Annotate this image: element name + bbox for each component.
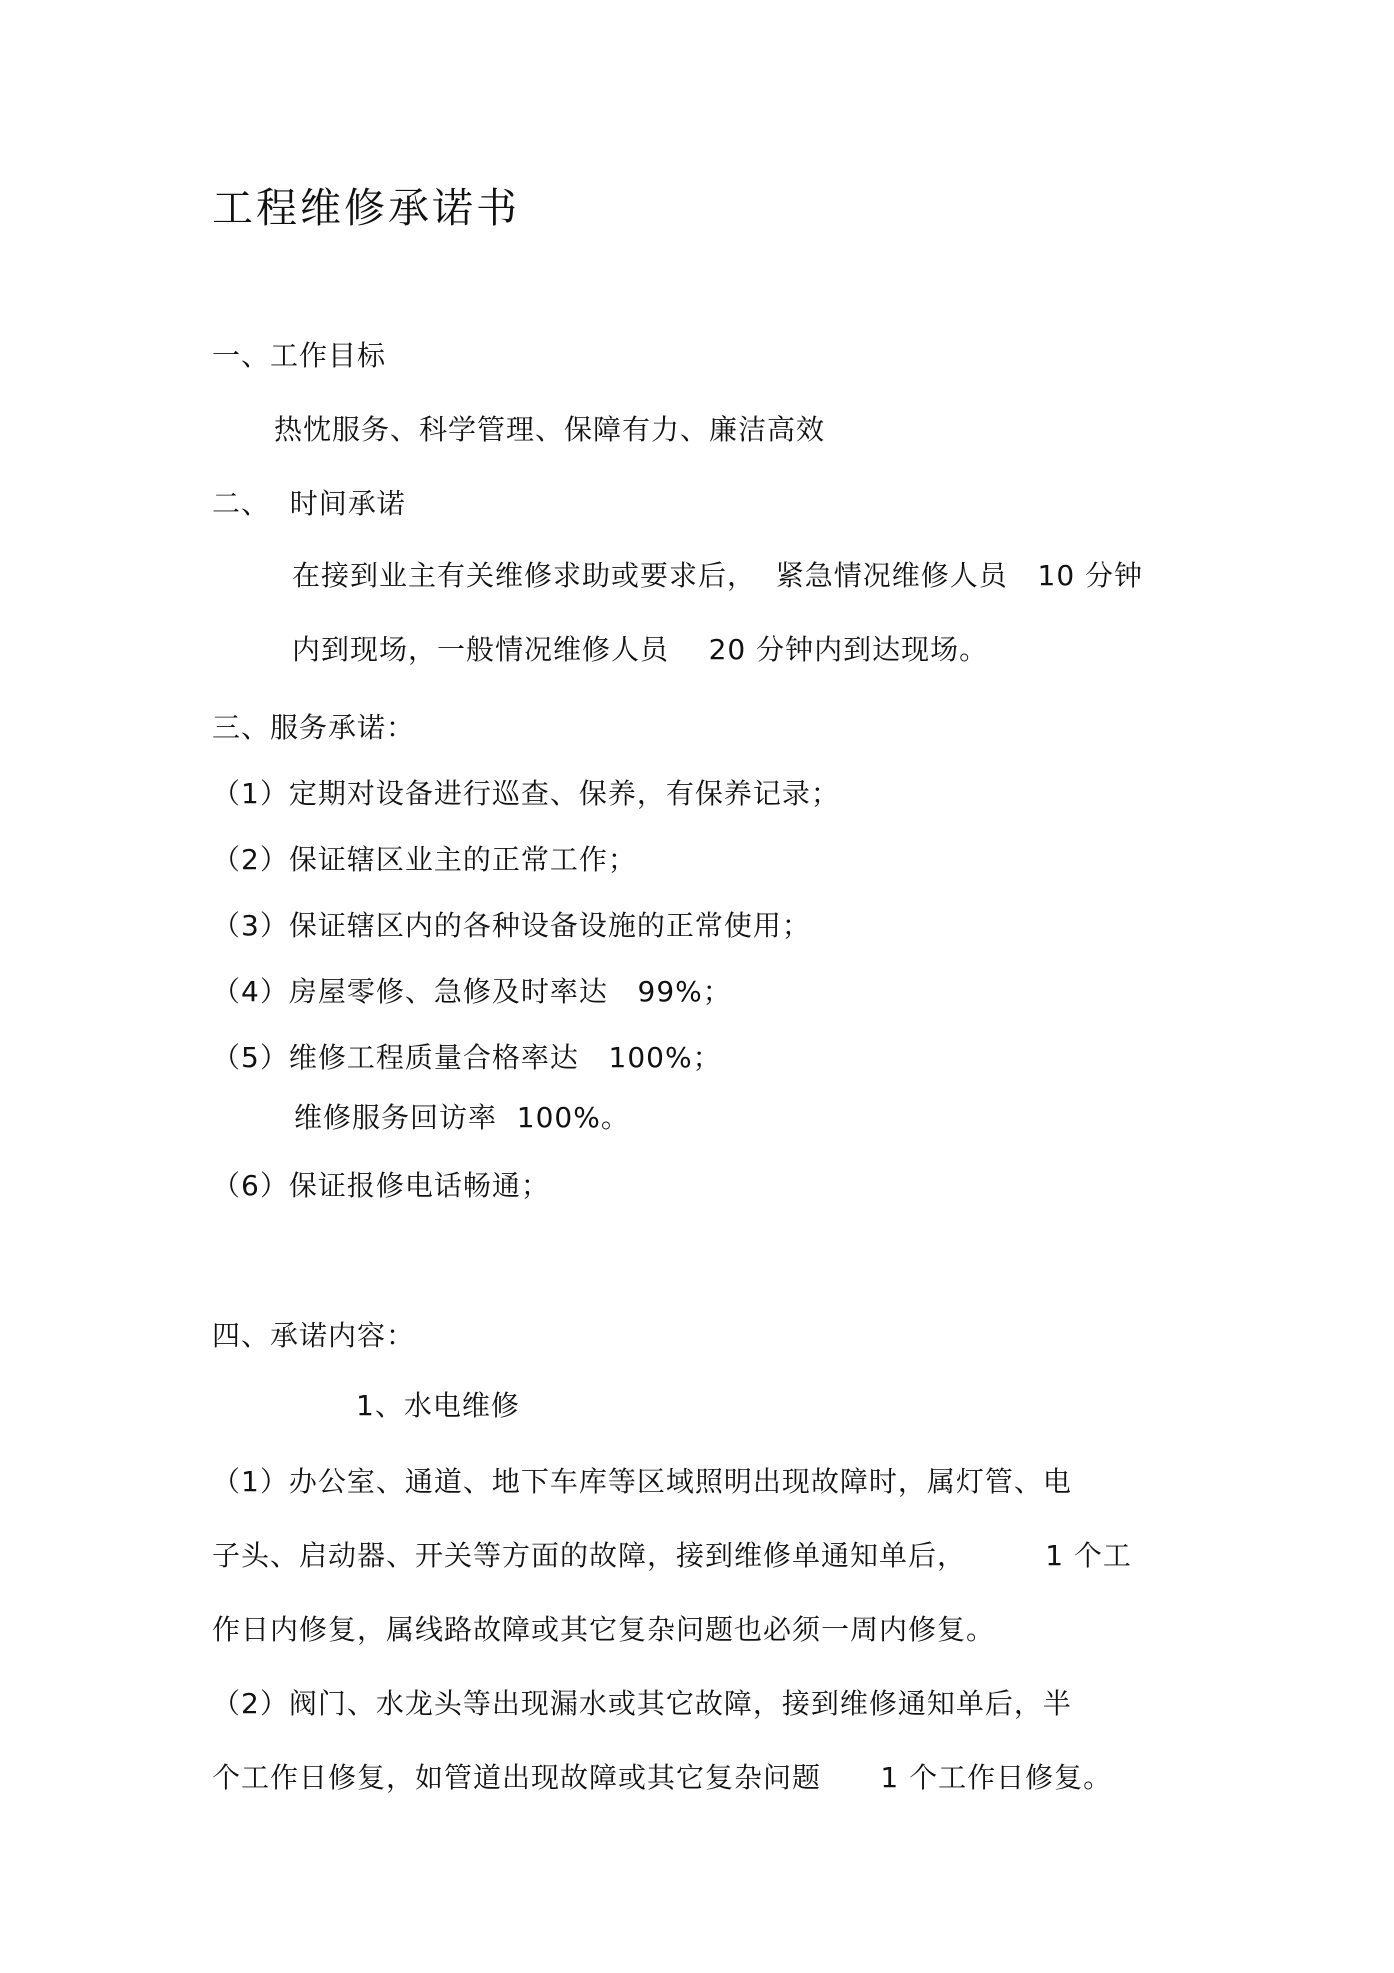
section3-item: （5）维修工程质量合格率达 100%；	[212, 1041, 722, 1074]
section4-line: 子头、启动器、开关等方面的故障，接到维修单通知单后， 1 个工	[212, 1539, 1132, 1572]
document-title: 工程维修承诺书	[212, 184, 520, 232]
section2-heading: 二、 时间承诺	[212, 487, 406, 520]
section4-line: （2）阀门、水龙头等出现漏水或其它故障，接到维修通知单后，半	[212, 1687, 1072, 1720]
section3-item: （1）定期对设备进行巡查、保养，有保养记录；	[212, 777, 840, 810]
section4-line: 作日内修复，属线路故障或其它复杂问题也必须一周内修复。	[212, 1613, 996, 1646]
section1-body: 热忱服务、科学管理、保障有力、廉洁高效	[274, 413, 826, 446]
section1-heading: 一、工作目标	[212, 339, 387, 372]
section2-body-line1: 在接到业主有关维修求助或要求后， 紧急情况维修人员 10 分钟	[292, 559, 1144, 592]
section2-body-line2: 内到现场，一般情况维修人员 20 分钟内到达现场。	[292, 633, 989, 666]
section4-line: （1）办公室、通道、地下车库等区域照明出现故障时，属灯管、电	[212, 1465, 1072, 1498]
section4-heading: 四、承诺内容：	[212, 1319, 416, 1352]
section3-item: 维修服务回访率 100%。	[294, 1101, 630, 1134]
section3-heading: 三、服务承诺：	[212, 711, 416, 744]
section3-item: （6）保证报修电话畅通；	[212, 1169, 550, 1202]
section3-item: （4）房屋零修、急修及时率达 99%；	[212, 975, 732, 1008]
section3-item: （3）保证辖区内的各种设备设施的正常使用；	[212, 909, 811, 942]
section4-subheading: 1、水电维修	[356, 1389, 520, 1422]
section3-item: （2）保证辖区业主的正常工作；	[212, 843, 637, 876]
section4-line: 个工作日修复，如管道出现故障或其它复杂问题 1 个工作日修复。	[212, 1761, 1113, 1794]
